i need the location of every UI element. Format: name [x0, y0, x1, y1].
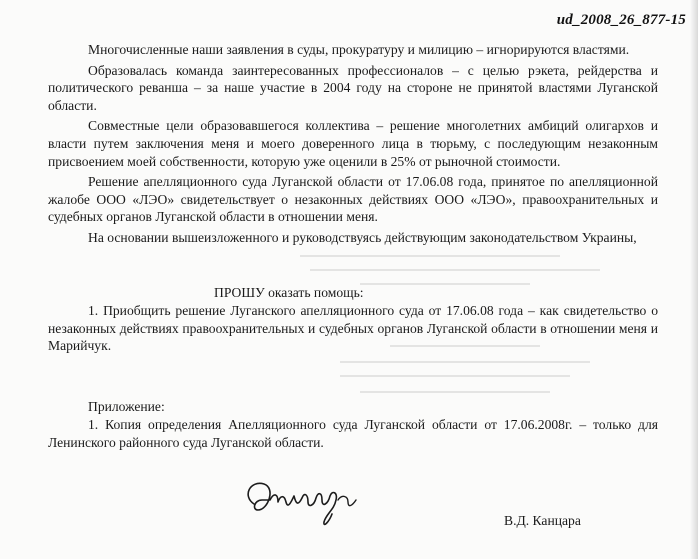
appendix-label: Приложение:	[88, 399, 165, 414]
paragraph-court-decision: Решение апелляционного суда Луганской области от 17.06.08 года, принятое по апелляционной жалобе ООО «ЛЭО» свидетельствует о незаконных действиях ООО «ЛЭО», правоохранительных и судебных органов Луганской области в отношении меня.	[48, 174, 658, 225]
request-item: 1. Приобщить решение Луганского апелляционного суда от 17.06.08 года – как свидетельство о незаконных действиях правоохранительных и судебных органов Луганской области в отношении меня и Марийчук.	[48, 303, 658, 354]
page-edge-shadow	[690, 0, 698, 559]
request-heading: ПРОШУ оказать помощь:	[214, 285, 364, 300]
paragraph-ignored-complaints: Многочисленные наши заявления в суды, прокуратуру и милицию – игнорируются властями.	[88, 42, 630, 57]
appendix-item: 1. Копия определения Апелляционного суда Луганской области от 17.06.2008г. – только для Ленинского районного суда Луганской области.	[48, 417, 658, 450]
paragraph-basis: На основании вышеизложенного и руководствуясь действующим законодательством Украины,	[88, 229, 637, 245]
signer-name: В.Д. Канцара	[504, 513, 581, 528]
document-id-mark: ud_2008_26_877-15	[556, 12, 686, 28]
document-body	[48, 41, 658, 250]
paragraph-team-formed: Образовалась команда заинтересованных профессионалов – с целью рэкета, рейдерства и политического реванша – за наше участие в 2004 году на стороне не принятой властями Луганской области.	[48, 62, 658, 113]
paragraph-joint-goals: Совместные цели образовавшегося коллектива – решение многолетних амбиций олигархов и власти путем заключения меня и моего доверенного лица в тюрьму, с последующим незаконным присвоением моей собственности, которую уже оценили в 25% от рыночной стоимости.	[48, 118, 658, 169]
handwritten-signature	[234, 470, 374, 530]
